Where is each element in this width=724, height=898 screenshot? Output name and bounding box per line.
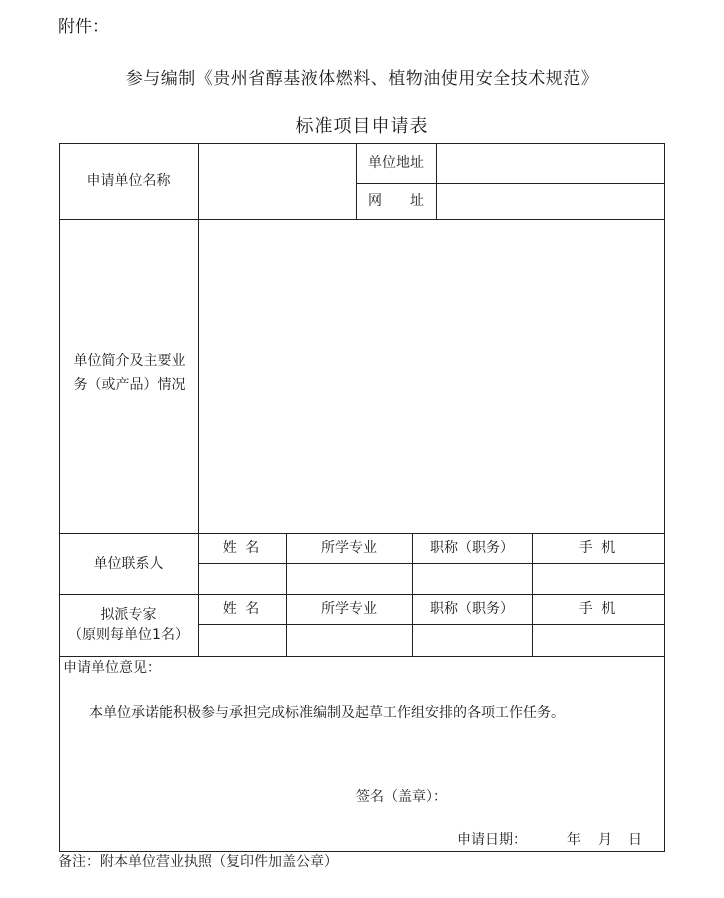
expert-major-header: 所学专业 xyxy=(321,601,377,617)
contact-name-header: 姓 名 xyxy=(222,540,262,556)
date-day-label: 日 xyxy=(628,832,642,848)
signature-label: 签名（盖章）： xyxy=(356,789,447,805)
expert-label-line2: （原则每单位1名） xyxy=(68,627,189,643)
expert-label xyxy=(59,594,198,656)
website-label: 网 址 xyxy=(368,193,424,209)
expert-label-line1: 拟派专家 xyxy=(100,607,157,623)
footnote: 备注：附本单位营业执照（复印件加盖公章） xyxy=(58,854,338,870)
applicant-name-field[interactable] xyxy=(199,143,356,219)
applicant-name-label: 申请单位名称 xyxy=(86,173,171,189)
address-field[interactable] xyxy=(437,143,664,183)
application-form-table xyxy=(59,143,665,852)
expert-phone-field[interactable] xyxy=(533,625,664,656)
contact-phone-header: 手 机 xyxy=(578,540,618,556)
expert-name-header: 姓 名 xyxy=(222,601,262,617)
company-intro-label: 单位简介及主要业务（或产品）情况 xyxy=(73,353,186,393)
contact-title-header: 职称（职务） xyxy=(430,540,514,556)
application-date-label: 申请日期： xyxy=(457,832,527,848)
form-subtitle: 标准项目申请表 xyxy=(295,116,429,137)
contact-phone-field[interactable] xyxy=(533,564,664,594)
company-intro-field[interactable] xyxy=(199,220,664,533)
attachment-label: 附件： xyxy=(58,17,109,37)
table-left-border xyxy=(59,143,60,852)
contact-title-field[interactable] xyxy=(413,564,532,594)
contact-name-field[interactable] xyxy=(199,564,286,594)
contact-person-label: 单位联系人 xyxy=(93,555,164,572)
website-field[interactable] xyxy=(437,183,664,219)
expert-phone-header: 手 机 xyxy=(578,601,618,617)
expert-major-field[interactable] xyxy=(287,625,412,656)
expert-title-field[interactable] xyxy=(413,625,532,656)
date-year-label: 年 xyxy=(567,832,581,848)
table-right-border xyxy=(664,143,665,852)
contact-major-field[interactable] xyxy=(287,564,412,594)
expert-name-field[interactable] xyxy=(199,625,286,656)
contact-major-header: 所学专业 xyxy=(321,540,377,556)
expert-title-header: 职称（职务） xyxy=(430,601,514,617)
date-month-label: 月 xyxy=(598,832,612,848)
commitment-statement: 本单位承诺能积极参与承担完成标准编制及起草工作组安排的各项工作任务。 xyxy=(89,705,565,721)
address-label: 单位地址 xyxy=(368,155,424,171)
document-title: 参与编制《贵州省醇基液体燃料、植物油使用安全技术规范》 xyxy=(125,69,599,89)
applicant-opinion-label: 申请单位意见： xyxy=(63,660,161,676)
